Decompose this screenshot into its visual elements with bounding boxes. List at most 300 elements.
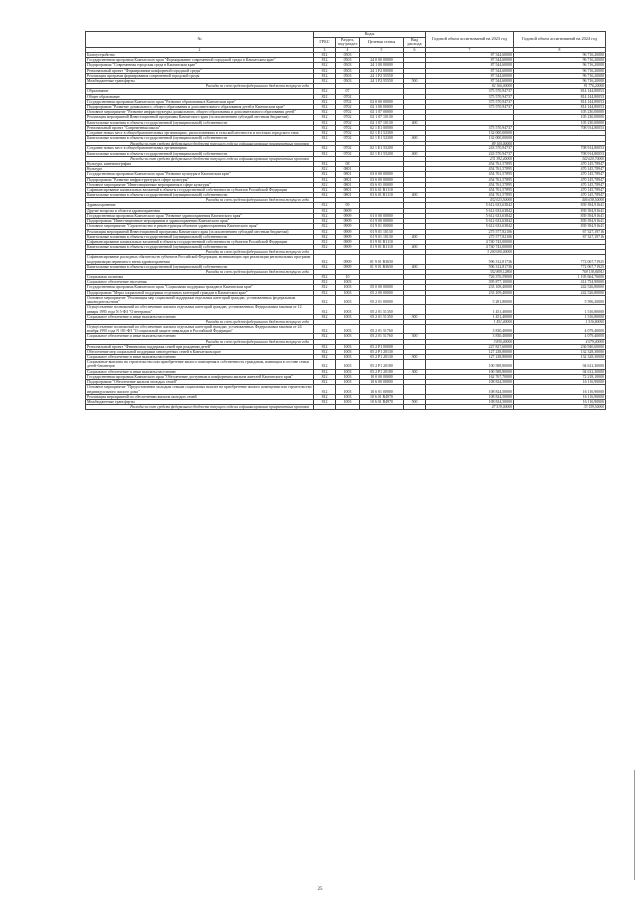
header-target-article: Целевая статья — [360, 37, 404, 47]
sum-2024: 96 716,20000 — [514, 79, 606, 84]
sum-2023: 233 109,40000 — [426, 290, 514, 295]
row-name: Расходы за счет средств федерального бюджета текущего года — [86, 319, 314, 324]
sum-2024: 446 638,50000 — [514, 198, 606, 203]
sum-2023: 127 238,80000 — [426, 355, 514, 360]
section-code: 0702 — [336, 125, 360, 130]
section-code: 0702 — [336, 115, 360, 120]
row-name: Государственная программа Камчатского края "Формирование современной городской среды в Камчатском крае" — [86, 58, 314, 63]
sum-2024: 236 940,60000 — [514, 344, 606, 349]
sum-2023: 454 761,57895 — [426, 161, 514, 166]
row-name: Государственная программа Камчатского края "Социальная поддержка граждан в Камчатском крае" — [86, 285, 314, 290]
section-code: 0702 — [336, 110, 360, 115]
target-article-code: 02 1 07 10130 — [360, 115, 404, 120]
sum-2024: 839 394,91641 — [514, 203, 606, 208]
section-code: 08 — [336, 161, 360, 166]
target-article-code: 03 6 01 R1110 — [360, 193, 404, 198]
target-article-code: 01 9 01 10130 — [360, 229, 404, 234]
target-article-code: 05 0 00 00000 — [360, 285, 404, 290]
section-code: 0702 — [336, 146, 360, 151]
row-name: Расходы за счет средств федерального бюджета текущего года — [86, 198, 314, 203]
grbs-code: 812 — [314, 89, 336, 94]
section-code: 0702 — [336, 151, 360, 156]
sum-2023: 231 392,40000 — [426, 156, 514, 161]
target-article-code: 05 2 01 51760 — [360, 334, 404, 339]
target-article-code: 10 6 00 00000 — [360, 380, 404, 385]
sum-2023: 87 544,60000 — [426, 68, 514, 73]
sum-2023: 275 577,82106 — [426, 234, 514, 239]
row-name: Капитальные вложения в объекты государственной (муниципальной) собственности — [86, 193, 314, 198]
page-number: 25 — [317, 887, 323, 892]
section-code: 0801 — [336, 188, 360, 193]
target-article-code: 01 9 01 R1110 — [360, 245, 404, 250]
grbs-code: 812 — [314, 136, 336, 141]
row-name: Культура, кинематография — [86, 161, 314, 166]
row-name: Социальная политика — [86, 275, 314, 280]
section-code: 0909 — [336, 245, 360, 250]
grbs-code: 812 — [314, 290, 336, 295]
table-body — [86, 53, 606, 410]
target-article-code: 05 2 01 51760 — [360, 324, 404, 333]
row-name: Культура — [86, 167, 314, 172]
section-code: 0909 — [336, 255, 360, 264]
section-code: 0503 — [336, 53, 360, 58]
table-row — [86, 295, 606, 304]
row-name: Софинансирование расходных обязательств субъектов Российской Федерации, возникающих при реализации региональных программ модернизации первичного звена здравоохранения — [86, 255, 314, 264]
appropriations-table — [85, 31, 606, 410]
federal-funds-row — [86, 405, 606, 410]
sum-2023: 454 761,57895 — [426, 182, 514, 187]
grbs-code: 812 — [314, 120, 336, 125]
sum-2024: 4 079,40000 — [514, 334, 606, 339]
section-code: 0909 — [336, 234, 360, 239]
grbs-code: 812 — [314, 305, 336, 314]
grbs-code: 812 — [314, 229, 336, 234]
section-code: 0801 — [336, 172, 360, 177]
grbs-code: 812 — [314, 349, 336, 354]
column-number: 8 — [514, 47, 606, 52]
section-code: 0801 — [336, 177, 360, 182]
sum-2024: 16 116,90000 — [514, 400, 606, 405]
row-name: Другие вопросы в области здравоохранения — [86, 208, 314, 213]
sum-2023: 5 612 633,63842 — [426, 224, 514, 229]
sum-2023: 82 166,00000 — [426, 84, 514, 89]
row-name: Государственная программа Камчатского края "Обеспечение доступным и комфортным жильем жителей Камчатского края" — [86, 374, 314, 379]
sum-2023: 100 588,80000 — [426, 369, 514, 374]
section-code: 0702 — [336, 120, 360, 125]
expense-type-code: 500 — [404, 79, 426, 84]
sum-2023: 454 761,57895 — [426, 167, 514, 172]
expense-type-code: 400 — [404, 234, 426, 239]
row-name: Расходы за счет средств федерального бюджета текущего года — [86, 84, 314, 89]
target-article-code: 05 2 P1 20130 — [360, 355, 404, 360]
sum-2023: 89 100,00000 — [426, 141, 514, 146]
sum-2024: 814 144,80053 — [514, 104, 606, 109]
section-code: 0702 — [336, 99, 360, 104]
section-code: 0801 — [336, 193, 360, 198]
sum-2023: 3 830,40000 — [426, 324, 514, 333]
sum-2024: 470 145,78947 — [514, 188, 606, 193]
row-name: Подпрограмма "Меры социальной поддержки отдельных категорий граждан в Камчатском крае" — [86, 290, 314, 295]
sum-2024: 470 145,78947 — [514, 182, 606, 187]
sum-2023: 47 519,00000 — [426, 405, 514, 410]
sum-2024: 67 327,19716 — [514, 229, 606, 234]
sum-2023: 233 108,40000 — [426, 285, 514, 290]
sum-2024: 96 716,20000 — [514, 68, 606, 73]
sum-2023: 4 740 743,00000 — [426, 239, 514, 244]
row-name: Реализация мероприятий Инвестиционной программы Камчатского края (за исключением субсидий местным бюджетам) — [86, 115, 314, 120]
row-name: Софинансирование капитальных вложений в объекты государственной собственности субъектов Российской Федерации — [86, 239, 314, 244]
sum-2024: 814 144,80053 — [514, 89, 606, 94]
expense-type-code: 400 — [404, 193, 426, 198]
row-name: Государственная программа Камчатского края "Развитие культуры в Камчатском крае" — [86, 172, 314, 177]
grbs-code: 812 — [314, 394, 336, 399]
row-name: Софинансирование капитальных вложений в объекты государственной собственности субъектов Российской Федерации — [86, 188, 314, 193]
sum-2023: 108 824,50000 — [426, 385, 514, 394]
sum-2024: 16 116,90000 — [514, 394, 606, 399]
grbs-code: 812 — [314, 63, 336, 68]
row-name: Подпрограмма "Инвестиционные мероприятия в здравоохранении Камчатского края" — [86, 219, 314, 224]
grbs-code: 812 — [314, 285, 336, 290]
sum-2023: 108 824,50000 — [426, 380, 514, 385]
grbs-code: 812 — [314, 264, 336, 269]
section-code: 0801 — [336, 182, 360, 187]
sum-2023: 87 544,60000 — [426, 53, 514, 58]
grbs-code: 812 — [314, 324, 336, 333]
grbs-code: 812 — [314, 245, 336, 250]
grbs-code: 812 — [314, 213, 336, 218]
table-row — [86, 324, 606, 333]
grbs-code: 812 — [314, 219, 336, 224]
section-code: 1003 — [336, 394, 360, 399]
sum-2023: 1 451,40000 — [426, 314, 514, 319]
sum-2023: 596 312,81736 — [426, 255, 514, 264]
expense-type-code: 400 — [404, 264, 426, 269]
section-code: 0909 — [336, 224, 360, 229]
target-article-code: 24 1 00 00000 — [360, 63, 404, 68]
row-name: Подпрограмма "Современная городская среда в Камчатском крае" — [86, 63, 314, 68]
header-codes: Коды — [314, 32, 426, 38]
grbs-code: 812 — [314, 73, 336, 78]
row-name: Социальные выплаты на строительство или приобретение жилого помещения в собственность гражданам, имеющим в составе семьи детей-близнецов — [86, 360, 314, 369]
sum-2023: 1 451,40000 — [426, 319, 514, 324]
sum-2023: 5 612 633,63842 — [426, 219, 514, 224]
target-article-code: 01 9 01 R3650 — [360, 255, 404, 264]
target-article-code: 10 6 01 R4970 — [360, 394, 404, 399]
margin-mark — [634, 770, 637, 880]
grbs-code: 812 — [314, 53, 336, 58]
row-name: Капитальные вложения в объекты государственной (муниципальной) собственности — [86, 136, 314, 141]
row-name: Осуществление полномочий по обеспечению жильем отдельных категорий граждан, установленных Федеральным законом от 12 января 1995 года N 5-ФЗ "О ветеранах" — [86, 305, 314, 314]
target-article-code: 01 9 00 00000 — [360, 219, 404, 224]
sum-2024: 470 145,78947 — [514, 193, 606, 198]
expense-type-code: 400 — [404, 151, 426, 156]
column-number: 6 — [404, 47, 426, 52]
sum-2023: 5 281,80000 — [426, 295, 514, 304]
expense-type-code — [404, 305, 426, 314]
sum-2024: 67 327,19716 — [514, 234, 606, 239]
row-name: Расходы за счет средств федерального бюджета текущего года — [86, 339, 314, 344]
grbs-code: 812 — [314, 167, 336, 172]
sum-2023: 132 000,00000 — [426, 136, 514, 141]
sum-2023: 4 740 743,00000 — [426, 245, 514, 250]
grbs-code: 812 — [314, 314, 336, 319]
section-code: 0909 — [336, 219, 360, 224]
sum-2024: 414 754,90000 — [514, 280, 606, 285]
grbs-code: 812 — [314, 115, 336, 120]
section-code: 1003 — [336, 344, 360, 349]
sum-2023: 454 761,57895 — [426, 172, 514, 177]
section-code: 0909 — [336, 208, 360, 213]
sum-2024: 708 914,80053 — [514, 151, 606, 156]
row-name: Основное мероприятие "Развитие инфраструктуры дошкольного, общего образования и дополнительного образования детей" — [86, 110, 314, 115]
row-name: Капитальные вложения в объекты государственной (муниципальной) собственности — [86, 264, 314, 269]
row-name: Реализация мероприятий по обеспечению жильем молодых семей — [86, 394, 314, 399]
sum-2024: 708 914,80053 — [514, 125, 606, 130]
grbs-code: 812 — [314, 193, 336, 198]
section-code: 1003 — [336, 334, 360, 339]
sum-2024: 1 105 664,76000 — [514, 275, 606, 280]
column-number: 2 — [86, 47, 314, 52]
row-name: Социальное обеспечение и иные выплаты населению — [86, 369, 314, 374]
sum-2024: 96 716,20000 — [514, 73, 606, 78]
expense-type-code — [404, 324, 426, 333]
row-name: Подпрограмма "Развитие дошкольного, общего образования и дополнительного образования детей в Камчатском крае" — [86, 104, 314, 109]
sum-2024: 33 159,50000 — [514, 405, 606, 410]
row-name: Осуществление полномочий по обеспечению жильем отдельных категорий граждан, установленных Федеральным законом от 24 ноября 1995 года N 181-ФЗ "О социальной защите инвалидов в Российской Федерации" — [86, 324, 314, 333]
sum-2024: 16 116,90000 — [514, 380, 606, 385]
row-name: Благоустройство — [86, 53, 314, 58]
column-number: 7 — [426, 47, 514, 52]
target-article-code: 03 6 01 00000 — [360, 182, 404, 187]
section-code: 1003 — [336, 349, 360, 354]
grbs-code: 812 — [314, 369, 336, 374]
expense-type-code: 300 — [404, 314, 426, 319]
sum-2023: 100 588,80000 — [426, 360, 514, 369]
expense-type-code — [404, 255, 426, 264]
section-code: 1003 — [336, 355, 360, 360]
grbs-code: 812 — [314, 99, 336, 104]
section-code: 10 — [336, 275, 360, 280]
expense-type-code — [404, 360, 426, 369]
sum-2023: 275 577,82106 — [426, 229, 514, 234]
section-code: 0702 — [336, 131, 360, 136]
sum-2023: 5 612 633,63842 — [426, 203, 514, 208]
section-code: 1003 — [336, 380, 360, 385]
section-code: 0909 — [336, 213, 360, 218]
target-article-code: 10 6 01 00000 — [360, 385, 404, 394]
sum-2023: 108 824,50000 — [426, 400, 514, 405]
sum-2023: 395 877,10000 — [426, 280, 514, 285]
sum-2024: 4 079,40000 — [514, 339, 606, 344]
sum-2024: 1 516,80000 — [514, 314, 606, 319]
row-name: Капитальные вложения в объекты государственной (муниципальной) собственности — [86, 151, 314, 156]
grbs-code: 812 — [314, 161, 336, 166]
sum-2024: 342 620,70000 — [514, 156, 606, 161]
sum-2023: 432 023,50000 — [426, 198, 514, 203]
grbs-code: 812 — [314, 203, 336, 208]
sum-2023: 87 544,60000 — [426, 58, 514, 63]
grbs-code: 812 — [314, 280, 336, 285]
row-name: Капитальные вложения в объекты государственной (муниципальной) собственности — [86, 120, 314, 125]
target-article-code: 03 6 01 R1110 — [360, 188, 404, 193]
sum-2023: 108 824,50000 — [426, 394, 514, 399]
target-article-code: 02 0 00 00000 — [360, 99, 404, 104]
expense-type-code — [404, 405, 426, 410]
target-article-code: 24 1 F2 55550 — [360, 79, 404, 84]
section-code: 1003 — [336, 369, 360, 374]
row-name: Реализация программ формирования современной городской среды — [86, 73, 314, 78]
target-article-code: 05 2 01 51350 — [360, 305, 404, 314]
target-article-code: 24 1 F2 55550 — [360, 73, 404, 78]
section-code: 1003 — [336, 385, 360, 394]
sum-2023: 726 376,59000 — [426, 275, 514, 280]
section-code: 1003 — [336, 360, 360, 369]
target-article-code — [360, 405, 404, 410]
section-code: 0909 — [336, 264, 360, 269]
column-number: 4 — [336, 47, 360, 52]
sum-2023: 3 830,40000 — [426, 339, 514, 344]
grbs-code: 812 — [314, 295, 336, 304]
section-code: 1003 — [336, 400, 360, 405]
target-article-code: 01 0 00 00000 — [360, 213, 404, 218]
grbs-code: 812 — [314, 385, 336, 394]
grbs-code: 812 — [314, 239, 336, 244]
sum-2024: 470 145,78947 — [514, 177, 606, 182]
row-name: Государственная программа Камчатского края "Развитие образования в Камчатском крае" — [86, 99, 314, 104]
target-article-code: 02 1 E1 52300 — [360, 136, 404, 141]
sum-2024: 470 145,78947 — [514, 161, 606, 166]
sum-2023: 132 000,00000 — [426, 131, 514, 136]
grbs-code: 812 — [314, 234, 336, 239]
row-name: Расходы за счет средств федерального бюджета текущего года на софинансирование приоритетных проектов — [86, 141, 314, 146]
table-row — [86, 360, 606, 369]
section-code: 1003 — [336, 374, 360, 379]
grbs-code: 812 — [314, 151, 336, 156]
sum-2024: 470 145,78947 — [514, 167, 606, 172]
sum-2024: 96 716,20000 — [514, 53, 606, 58]
grbs-code: 812 — [314, 182, 336, 187]
row-name: Расходы за счет средств федерального бюджета текущего года на софинансирование приоритетных проектов — [86, 156, 314, 161]
section-code: 0702 — [336, 104, 360, 109]
target-article-code: 02 1 E1 52300 — [360, 131, 404, 136]
grbs-code: 812 — [314, 110, 336, 115]
target-article-code: 02 1 E1 55200 — [360, 151, 404, 156]
sum-2023: 87 544,60000 — [426, 63, 514, 68]
sum-2023: 3 200 000,00000 — [426, 250, 514, 255]
target-article-code: 05 2 P1 20130 — [360, 349, 404, 354]
row-name: Региональный проект "Современная школа" — [86, 125, 314, 130]
section-code: 1003 — [336, 280, 360, 285]
sum-2023: 596 312,81736 — [426, 264, 514, 269]
target-article-code: 05 2 01 51350 — [360, 314, 404, 319]
section-code: 0503 — [336, 63, 360, 68]
grbs-code: 812 — [314, 334, 336, 339]
row-name: Создание новых мест в общеобразовательных организациях, расположенных в сельской местности и поселках городского типа — [86, 131, 314, 136]
grbs-code: 812 — [314, 400, 336, 405]
sum-2023: 454 761,57895 — [426, 177, 514, 182]
sum-2024: 242 526,80000 — [514, 290, 606, 295]
sum-2024: 772 067,71925 — [514, 255, 606, 264]
sum-2023: 243 570,94737 — [426, 151, 514, 156]
section-code: 1003 — [336, 314, 360, 319]
row-name: Межбюджетные трансферты — [86, 79, 314, 84]
target-article-code: 02 1 00 00000 — [360, 104, 404, 109]
header-number: № — [86, 32, 314, 48]
grbs-code: 812 — [314, 94, 336, 99]
sum-2024: 242 526,80000 — [514, 285, 606, 290]
section-code: 09 — [336, 203, 360, 208]
header-sum-2024: Годовой объем ассигнований на 2024 год — [514, 32, 606, 48]
sum-2024: 470 145,78947 — [514, 172, 606, 177]
expense-type-code: 300 — [404, 369, 426, 374]
row-name: Социальное обеспечение населения — [86, 280, 314, 285]
target-article-code: 01 9 01 R3650 — [360, 264, 404, 269]
table-row — [86, 385, 606, 394]
grbs-code: 812 — [314, 188, 336, 193]
target-article-code: 02 1 07 10130 — [360, 120, 404, 125]
row-name: Социальное обеспечение и иные выплаты населению — [86, 314, 314, 319]
sum-2023: 5 612 633,63842 — [426, 208, 514, 213]
row-name: Основное мероприятие "Строительство и реконструкция объектов здравоохранения Камчатского края" — [86, 224, 314, 229]
row-name: Здравоохранение — [86, 203, 314, 208]
sum-2024: 04 612,30000 — [514, 360, 606, 369]
row-name: Образование — [86, 89, 314, 94]
grbs-code: 812 — [314, 275, 336, 280]
row-name: Основное мероприятие "Предоставление молодым семьям социальных выплат на приобретение жилого помещения или строительство индивидуального жилого дома" — [87, 385, 312, 394]
target-article-code: 03 0 00 00000 — [360, 172, 404, 177]
target-article-code: 01 9 01 00000 — [360, 224, 404, 229]
target-article-code: 02 1 07 00000 — [360, 110, 404, 115]
grbs-code — [314, 405, 336, 410]
target-article-code: 02 1 E1 00000 — [360, 125, 404, 130]
sum-2023: 375 570,94737 — [426, 94, 514, 99]
target-article-code: 05 2 01 00000 — [360, 295, 404, 304]
sum-2024: 839 394,91641 — [514, 219, 606, 224]
sum-2024: 132 328,30000 — [514, 349, 606, 354]
header-sum-2023: Годовой объем ассигнований на 2023 год — [426, 32, 514, 48]
target-article-code: 05 2 P1 20180 — [360, 360, 404, 369]
sum-2024: 769 118,84941 — [514, 270, 606, 275]
sum-2023: 375 570,94737 — [426, 99, 514, 104]
grbs-code: 812 — [314, 58, 336, 63]
sum-2024: 708 914,80053 — [514, 146, 606, 151]
sum-2023: 454 761,57895 — [426, 188, 514, 193]
sum-2023: 227 827,60000 — [426, 344, 514, 349]
row-name: Обеспечение мер социальной поддержки многодетных семей в Камчатском крае — [86, 349, 314, 354]
grbs-code: 812 — [314, 224, 336, 229]
target-article-code: 10 6 01 R4970 — [360, 400, 404, 405]
row-name: Основное мероприятие "Реализация мер социальной поддержки отдельных категорий граждан, установленных федеральным законодательством" — [86, 295, 314, 304]
row-name: Общее образование — [86, 94, 314, 99]
section-code: 0801 — [336, 167, 360, 172]
grbs-code: 812 — [314, 380, 336, 385]
row-name: Межбюджетные трансферты — [86, 400, 314, 405]
row-name: Расходы за счет средств федерального бюджета текущего года — [86, 270, 314, 275]
sum-2024: 105 230,00000 — [514, 115, 606, 120]
section-code: 0503 — [336, 58, 360, 63]
row-name: Капитальные вложения в объекты государственной (муниципальной) собственности — [86, 245, 314, 250]
sum-2023: 375 570,94737 — [426, 89, 514, 94]
row-name: Социальное обеспечение и иные выплаты населению — [86, 355, 314, 360]
section-code: 1003 — [336, 324, 360, 333]
expense-type-code: 300 — [404, 334, 426, 339]
row-name: Подпрограмма "Развитие инфраструктуры в сфере культуры" — [86, 177, 314, 182]
sum-2023: 352 809,12800 — [426, 270, 514, 275]
sum-2024: 105 230,00000 — [514, 110, 606, 115]
sum-2023: 3 830,40000 — [426, 334, 514, 339]
column-number: 5 — [360, 47, 404, 52]
expense-type-code: 400 — [404, 120, 426, 125]
